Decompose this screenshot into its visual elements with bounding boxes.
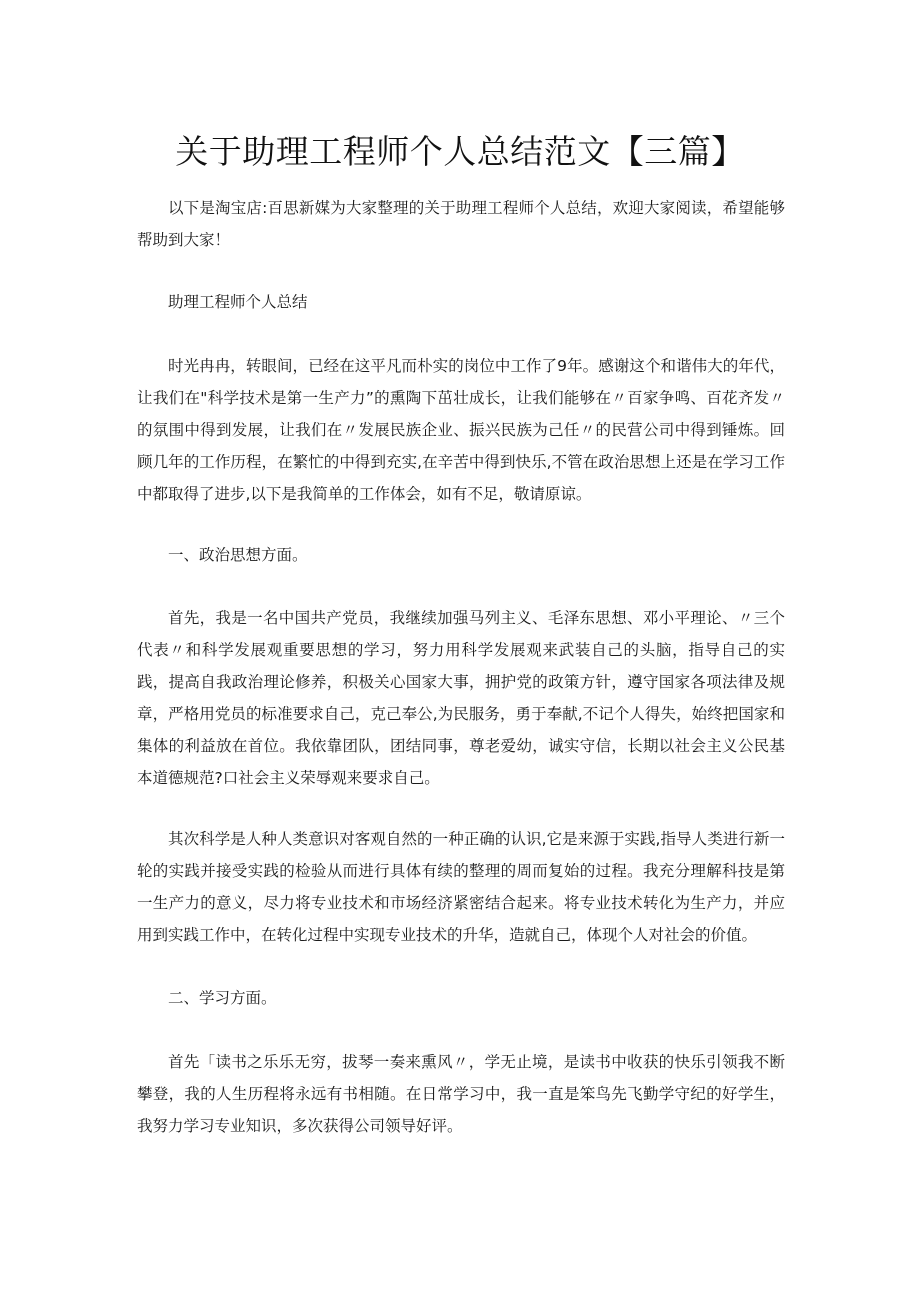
intro-paragraph: 以下是淘宝店:百思新媒为大家整理的关于助理工程师个人总结，欢迎大家阅读，希望能够帮助到大家！	[137, 199, 785, 249]
section-heading-study: 二、学习方面。	[168, 989, 277, 1007]
section-heading-politics: 一、政治思想方面。	[168, 546, 308, 564]
document-subtitle: 助理工程师个人总结	[168, 293, 308, 311]
paragraph-opening: 时光冉冉，转眼间，已经在这平凡而朴实的岗位中工作了9年。感谢这个和谐伟大的年代，让我们在"科学技术是第一生产力”的熏陶下茁壮成长，让我们能够在〃百家争鸣、百花齐发〃的氛围中得到发展，让我们在〃发展民族企业、振兴民族为己任〃的民营公司中得到锤炼。回顾几年的工作历程，在繁忙的中得到充实,在辛苦中得到快乐,不管在政治思想上还是在学习工作中都取得了进步,以下是我简单的工作体会，如有不足，敬请原谅。	[137, 357, 785, 503]
paragraph-politics-second: 其次科学是人种人类意识对客观自然的一种正确的认识,它是来源于实践,指导人类进行新一轮的实践并接受实践的检验从而进行具体有续的整理的周而复始的过程。我充分理解科技是第一生产力的意义，尽力将专业技术和市场经济紧密结合起来。将专业技术转化为生产力，并应用到实践工作中，在转化过程中实现专业技术的升华，造就自己，体现个人对社会的价值。	[137, 830, 785, 944]
paragraph-study-first: 首先「读书之乐乐无穷，拔琴一奏来熏风〃，学无止境，是读书中收获的快乐引领我不断攀登，我的人生历程将永远有书相随。在日常学习中，我一直是笨鸟先飞勤学守纪的好学生，我努力学习专业知识，多次获得公司领导好评。	[137, 1053, 785, 1135]
document-title: 关于助理工程师个人总结范文【三篇】	[175, 132, 745, 171]
paragraph-politics-first: 首先，我是一名中国共产党员，我继续加强马列主义、毛泽东思想、邓小平理论、〃三个代表〃和科学发展观重要思想的学习，努力用科学发展观来武装自己的头脑，指导自己的实践，提高自我政治理论修养，积极关心国家大事，拥护党的政策方针，遵守国家各项法律及规章，严格用党员的标准要求自己，克己奉公,为民服务，勇于奉献,不记个人得失，始终把国家和集体的利益放在首位。我依靠团队，团结同事，尊老爱幼，诚实守信，长期以社会主义公民基本道德规范?口社会主义荣辱观来要求自己。	[137, 609, 785, 787]
